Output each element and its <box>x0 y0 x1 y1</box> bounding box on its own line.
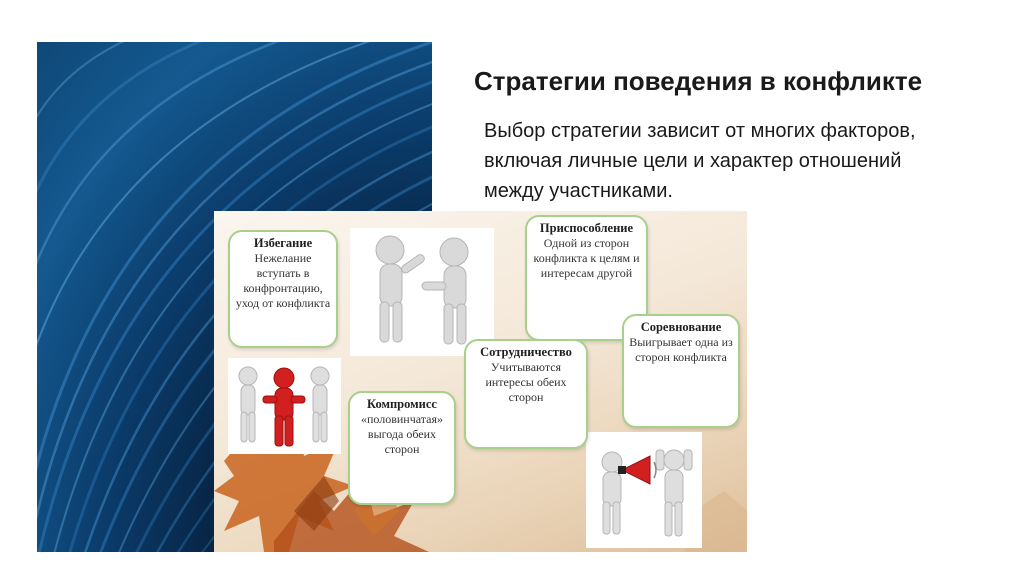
card-accommodation-text: Одной из сторон конфликта к целям и интересам другой <box>533 236 640 280</box>
card-competition-text: Выигрывает одна из сторон конфликта <box>629 335 733 364</box>
card-collaboration-text: Учитываются интересы обеих сторон <box>485 360 567 404</box>
card-compromise-text: «половинчатая» выгода обеих сторон <box>360 412 444 456</box>
card-competition <box>622 314 740 428</box>
photo-megaphone-figures <box>586 432 702 548</box>
slide-subtitle: Выбор стратегии зависит от многих факторов, включая личные цели и характер отношений между участниками. <box>484 120 916 202</box>
card-compromise-title: Компромисс <box>367 397 437 411</box>
card-collaboration-title: Сотрудничество <box>480 345 572 359</box>
card-competition-title: Соревнование <box>640 320 722 334</box>
card-accommodation-title: Приспособление <box>539 221 634 235</box>
strategies-collage <box>214 211 747 552</box>
card-collaboration <box>464 339 588 449</box>
card-avoidance-title: Избегание <box>253 236 313 250</box>
slide-title: Стратегии поведения в конфликте <box>474 66 923 96</box>
photo-group-red-figure <box>228 358 341 454</box>
turning-away-figures-icon <box>350 228 494 356</box>
megaphone-icon <box>586 432 702 548</box>
card-avoidance <box>228 230 338 348</box>
photo-two-figures <box>350 228 494 356</box>
card-avoidance-text: Нежелание вступать в конфронтацию, уход от конфликта <box>235 251 331 310</box>
card-compromise <box>348 391 456 505</box>
group-figures-icon <box>228 358 341 454</box>
